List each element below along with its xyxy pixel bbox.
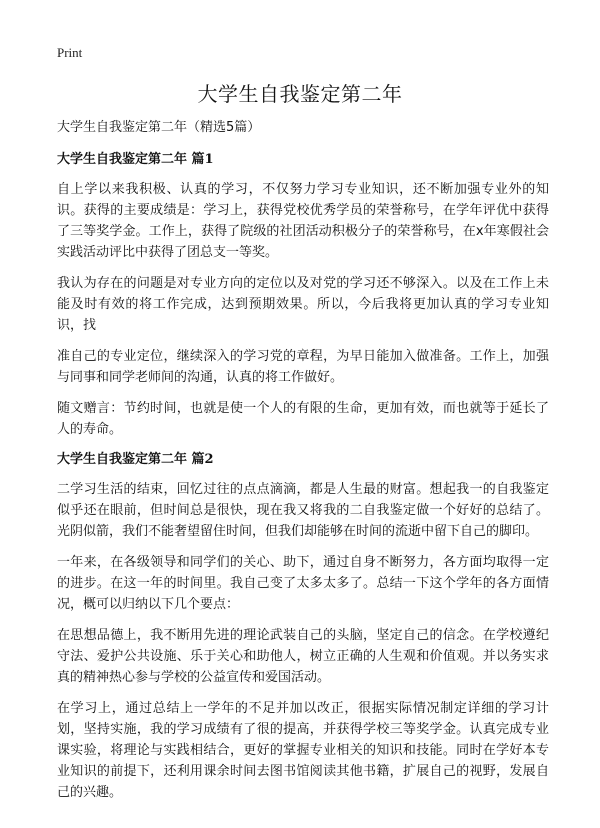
section-2 (57, 450, 549, 803)
paragraph: 随文赠言：节约时间，也就是使一个人的有限的生命，更加有效，而也就等于延长了人的寿命。 (57, 401, 549, 437)
paragraph: 准自己的专业定位，继续深入的学习党的章程，为早日能加入做准备。工作上，加强与同事和同学老师间的沟通，认真的将工作做好。 (57, 349, 549, 385)
paragraph: 我认为存在的问题是对专业方向的定位以及对党的学习还不够深入。以及在工作上未能及时有效的将工作完成，达到预期效果。所以，今后我将更加认真的学习专业知识，找 (57, 276, 549, 333)
paragraph: 在学习上，通过总结上一学年的不足并加以改正，很据实际情况制定详细的学习计划，坚持实施，我的学习成绩有了很的提高，并获得学校三等奖学金。认真完成专业课实验，将理论与实践相结合，更好的掌握专业相关的知识和技能。同时在学好本专业知识的前提下，还利用课余时间去图书馆阅读其他书籍，扩展自己的视野，发展自己的兴趣。 (57, 701, 549, 800)
section-1 (57, 150, 549, 440)
article-body (57, 118, 549, 813)
paragraph: 在思想品德上，我不断用先进的理论武装自己的头脑，坚定自己的信念。在学校遵纪守法、爱护公共设施、乐于关心和助他人，树立正确的人生观和价值观。并以务实求真的精神热心参与学校的公益宣传和爱国活动。 (57, 628, 549, 685)
paragraph: 二学习生活的结束，回忆过往的点点滴滴，都是人生最的财富。想起我一的自我鉴定似乎还在眼前，但时间总是很快，现在我又将我的二自我鉴定做一个好好的总结了。光阴似箭，我们不能奢望留住时间，但我们却能够在时间的流逝中留下自己的脚印。 (57, 482, 549, 539)
print-link[interactable]: Print (57, 45, 83, 60)
paragraph: 自上学以来我积极、认真的学习，不仅努力学习专业知识，还不断加强专业外的知识。获得的主要成绩是：学习上，获得党校优秀学员的荣誉称号，在学年评优中获得了三等奖学金。工作上，获得了院级的社团活动积极分子的荣誉称号，在x年寒假社会实践活动评比中获得了团总支一等奖。 (57, 182, 549, 260)
paragraph: 一年来，在各级领导和同学们的关心、助下，通过自身不断努力，各方面均取得一定的进步。在这一年的时间里。我自己变了太多太多了。总结一下这个学年的各方面情况，概可以归纳以下几个要点： (57, 555, 549, 612)
section-heading: 大学生自我鉴定第二年 篇1 (57, 152, 214, 167)
section-heading: 大学生自我鉴定第二年 篇2 (57, 452, 214, 467)
article-subtitle: 大学生自我鉴定第二年（精选5篇） (57, 120, 261, 135)
page-title: 大学生自我鉴定第二年 (197, 82, 403, 106)
